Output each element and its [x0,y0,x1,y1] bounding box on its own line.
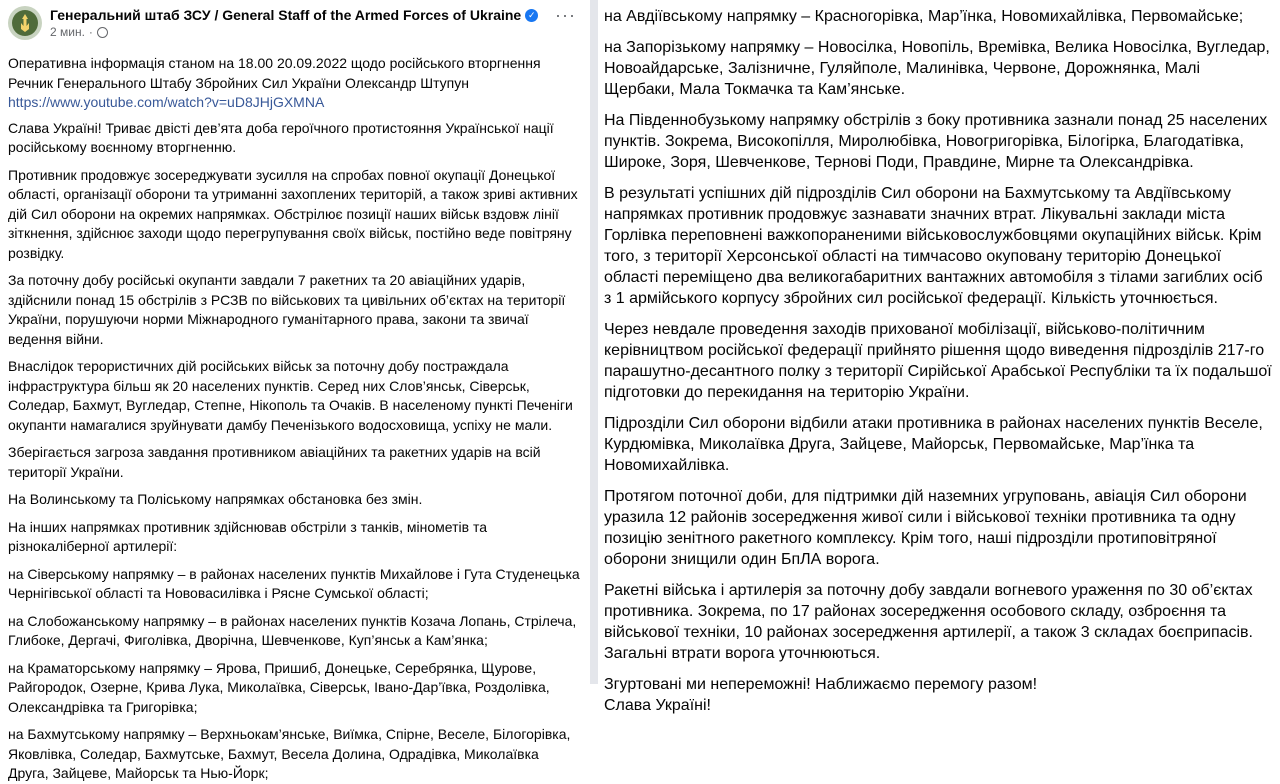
paragraph: Протягом поточної доби, для підтримки дій наземних угруповань, авіація Сил оборони уразила 12 районів зосередження живої сили і військової техніки противника та одну позицію зенітного ракетного комплексу. Крім того, наші підрозділи протиповітряної оборони знищили один БпЛА ворога. [604,488,1247,568]
paragraph: На Південнобузькому напрямку обстрілів з боку противника зазнали понад 25 населених пунктів. Зокрема, Високопілля, Миролюбівка, Новогригорівка, Білогірка, Благодатівка, Широке, Зоря, Шевченкове, Тернові Поди, Правдине, Мирне та Олександрівка. [604,112,1268,171]
post-intro [8,54,582,113]
paragraph: Через невдале проведення заходів прихованої мобілізації, військово-політичним керівництвом російської федерації прийнято рішення щодо виведення підрозділів 217-го парашутно-десантного полку з території Сирійської Арабської Республіки та їх подальшої підготовки до перекидання на територію України. [604,321,1272,401]
closing-line-1: Згуртовані ми непереможні! Наближаємо перемогу разом! [604,676,1038,693]
paragraph: За поточну добу російські окупанти завдали 7 ракетних та 20 авіаційних ударів, здійснили понад 15 обстрілів з РСЗВ по військових та цивільних об’єктах на території України, порушуючи норми Міжнародного гуманітарного права, закони та звичаї ведення війни. [8,272,566,347]
paragraph: Ракетні війська і артилерія за поточну добу завдали вогневого ураження по 30 об’єктах противника. Зокрема, по 17 районах зосередження особового складу, озброєння та військової техніки, 10 районах зосередження артилерії, а також 3 складах боєприпасів. Загальні втрати ворога уточнюються. [604,582,1253,662]
verified-badge-icon: ✓ [525,9,538,22]
post-body-right [598,0,1280,716]
intro-line-1: Оперативна інформація станом на 18.00 20.09.2022 щодо російського вторгнення [8,55,541,71]
closing-paragraph [604,674,1272,716]
paragraph: Слава Україні! Триває двісті дев’ята доба героїчного протистояння Української нації російському воєнному вторгненню. [8,119,554,155]
paragraph: На Волинському та Поліському напрямках обстановка без змін. [8,491,423,507]
more-options-button[interactable]: ··· [555,5,576,25]
paragraph: на Слобожанському напрямку – в районах населених пунктів Козача Лопань, Стрілеча, Глибоке, Дергачі, Фиголівка, Дворічна, Шевченкове, Куп’янськ а Кам’янка; [8,612,577,648]
screenshot-divider [590,0,598,684]
paragraph: на Запорізькому напрямку – Новосілка, Новопіль, Времівка, Велика Новосілка, Вугледар, Новоайдарське, Залізничне, Гуляйполе, Малинівка, Червоне, Дорожнянка, Малі Щербаки, Мала Токмачка та Кам’янське. [604,39,1270,98]
youtube-link[interactable]: https://www.youtube.com/watch?v=uD8JHjGXMNA [8,94,325,110]
post-time[interactable]: 2 мин. [50,25,85,39]
paragraph: на Бахмутському напрямку – Верхньокам’янське, Виїмка, Спірне, Веселе, Білогорівка, Яковлівка, Соледар, Бахмутське, Бахмут, Весела Долина, Одрадівка, Миколаївка Друга, Зайцеве, Майорськ та Нью-Йорк; [8,726,571,781]
post-header [0,0,590,46]
paragraph: на Краматорському напрямку – Ярова, Пришиб, Донецьке, Серебрянка, Щурове, Райгородок, Озерне, Крива Лука, Миколаївка, Сіверськ, Івано-Дар’ївка, Роздолівка, Олександрівка та Григорівка; [8,659,550,715]
paragraph: На інших напрямках противник здійснював обстріли з танків, мінометів та різнокаліберної артилерії: [8,518,487,554]
intro-line-2: Речник Генерального Штабу Збройних Сил України Олександр Штупун [8,74,469,91]
paragraph: на Сіверському напрямку – в районах населених пунктів Михайлове і Гута Студенецька Чернігівської області та Нововасилівка і Рясне Сумської області; [8,565,580,601]
globe-icon [97,27,108,38]
avatar[interactable] [8,6,42,40]
paragraph: Противник продовжує зосереджувати зусилля на спробах повної окупації Донецької області, організації оборони та утриманні захоплених територій, а також зриві активних дій Сил оборони на окремих напрямках. Обстрілює позиції наших військ вздовж лінії зіткнення, здійснює заходи щодо перегрупування своїх військ, постійно веде повітряну розвідку. [8,166,578,261]
emblem-icon [11,9,39,37]
post-body-left [0,46,590,784]
paragraph: Зберігається загроза завдання противником авіаційних та ракетних ударів на всій території України. [8,444,541,480]
page-name[interactable]: Генеральний штаб ЗСУ / General Staff of the Armed Forces of Ukraine [50,7,522,23]
meta-separator: · [88,25,93,39]
paragraph: Внаслідок терористичних дій російських військ за поточну добу постраждала інфраструктура більш як 20 населених пунктів. Серед них Слов’янськ, Сіверськ, Соледар, Бахмут, Вугледар, Степне, Нікополь та Очаків. В населеному пункті Печеніги окупанти намагалися зруйнувати дамбу Печенізького водосховища, успіху не мали. [8,358,573,433]
paragraph: В результаті успішних дій підрозділів Сил оборони на Бахмутському та Авдіївському напрямках противник продовжує зазнавати значних втрат. Лікувальні заклади міста Горлівка переповнені важкопораненими військовослужбовцями окупаційних військ. Крім того, з території Херсонської області на тимчасово окуповану територію Донецької області переміщено два великогабаритних вантажних автомобіля з тілами загиблих осіб з 1 армійського корпусу збройних сил російської федерації. Кількість уточнюється. [604,185,1263,307]
left-post-panel [0,0,590,781]
paragraph: на Авдіївському напрямку – Красногорівка, Мар’їнка, Новомихайлівка, Первомайське; [604,8,1244,25]
closing-line-2: Слава Україні! [604,697,711,714]
right-post-panel [598,0,1280,714]
paragraph: Підрозділи Сил оборони відбили атаки противника в районах населених пунктів Веселе, Курдюмівка, Миколаївка Друга, Зайцеве, Майорськ, Первомайське, Мар’їнка та Новомихайлівка. [604,415,1263,474]
